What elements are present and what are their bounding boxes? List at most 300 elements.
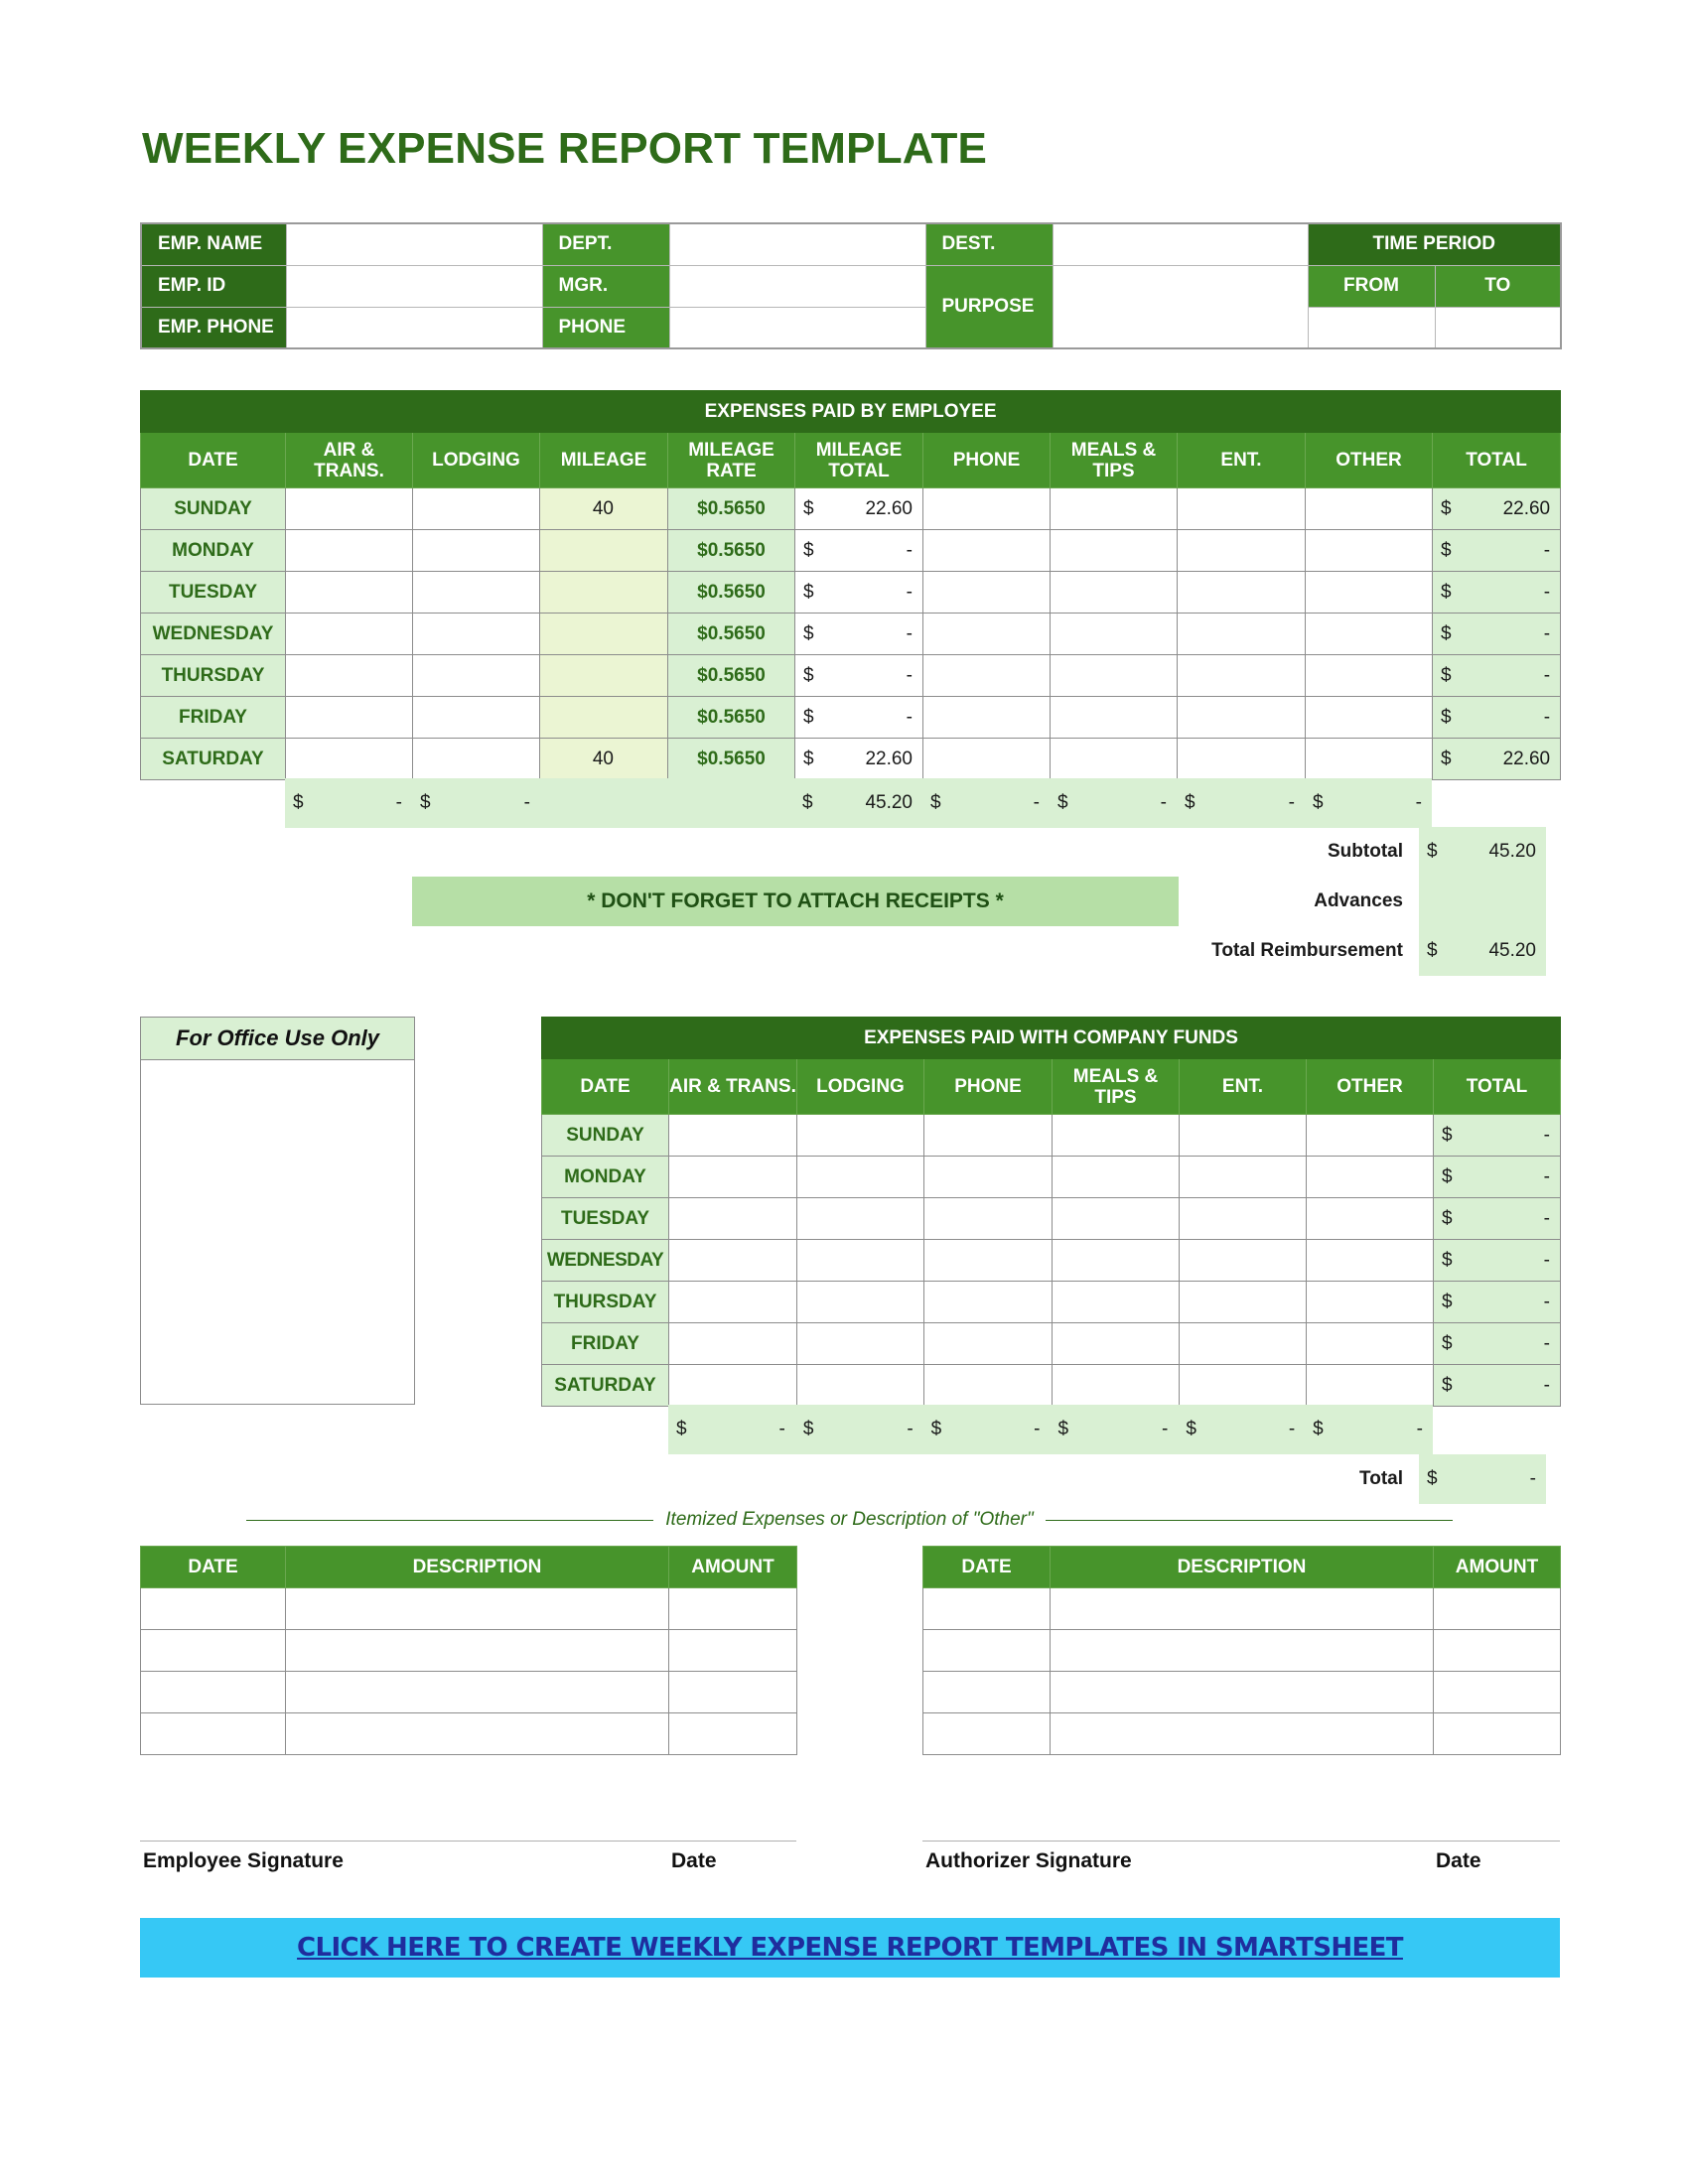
currency-symbol: $ [1442, 1291, 1453, 1312]
amount: - [1543, 581, 1551, 603]
lodging-cell[interactable] [797, 1115, 924, 1157]
itemized-table-right [922, 1546, 1561, 1755]
air-sum: $ - [285, 778, 412, 828]
description-cell[interactable] [286, 1713, 669, 1755]
table-row [542, 1198, 1561, 1240]
lodging-cell[interactable] [413, 614, 540, 655]
row-total-cell [1433, 697, 1561, 739]
ent-sum: $ - [1177, 778, 1305, 828]
currency-symbol: $ [1313, 1419, 1324, 1439]
col-header-meals-tips: MEALS & TIPS [1051, 433, 1178, 488]
mileage-total-cell [795, 614, 923, 655]
company-total [1105, 1454, 1546, 1504]
table-row [923, 1588, 1561, 1630]
table-row [141, 1713, 797, 1755]
total-reimbursement-value: $ 45.20 [1419, 926, 1546, 976]
air-trans-cell[interactable] [286, 697, 413, 739]
lodging-cell[interactable] [413, 572, 540, 614]
meals-tips-cell[interactable] [1053, 1282, 1180, 1323]
office-use-box [140, 1017, 415, 1405]
amount: - [1543, 1374, 1550, 1396]
table-row [141, 530, 1561, 572]
other-cell[interactable] [1307, 1115, 1434, 1157]
description-cell[interactable] [286, 1672, 669, 1713]
mileage-cell[interactable] [540, 572, 668, 614]
advances-field[interactable] [1419, 877, 1546, 926]
company-expenses-table [541, 1017, 1561, 1407]
lodging-cell[interactable] [797, 1365, 924, 1407]
receipts-reminder: * DON'T FORGET TO ATTACH RECEIPTS * [412, 877, 1179, 926]
currency-symbol: $ [803, 664, 814, 686]
row-total-cell [1433, 655, 1561, 697]
meals-tips-cell[interactable] [1051, 697, 1178, 739]
ent-cell[interactable] [1180, 1282, 1307, 1323]
ent-cell[interactable] [1178, 739, 1306, 780]
phone-sum: $ - [922, 778, 1050, 828]
other-cell[interactable] [1307, 1198, 1434, 1240]
phone-cell[interactable] [923, 488, 1051, 530]
mileage-cell[interactable] [540, 530, 668, 572]
currency-symbol: $ [803, 706, 814, 728]
row-total-cell [1434, 1323, 1561, 1365]
other-cell[interactable] [1307, 1365, 1434, 1407]
day-label: WEDNESDAY [141, 614, 286, 655]
other-sum: $ - [1305, 778, 1432, 828]
table-row [923, 1630, 1561, 1672]
col-header-mileage: MILEAGE [540, 433, 668, 488]
company-column-sum [1178, 1405, 1305, 1454]
meals-tips-cell[interactable] [1053, 1240, 1180, 1282]
mileage-total-sum: $ 45.20 [794, 778, 922, 828]
lodging-cell[interactable] [413, 655, 540, 697]
emp-name-field[interactable] [286, 223, 542, 265]
table-row [141, 1672, 797, 1713]
amount-cell[interactable] [669, 1630, 797, 1672]
col-header-date: DATE [141, 1547, 286, 1588]
employee-expenses-body [141, 488, 1561, 780]
other-cell[interactable] [1306, 614, 1433, 655]
air-trans-cell[interactable] [286, 488, 413, 530]
date-cell[interactable] [923, 1588, 1051, 1630]
employee-expenses-title: EXPENSES PAID BY EMPLOYEE [141, 391, 1561, 433]
table-row [542, 1157, 1561, 1198]
itemized-table-left [140, 1546, 797, 1755]
page-title: WEEKLY EXPENSE REPORT TEMPLATE [142, 124, 988, 173]
description-cell[interactable] [286, 1588, 669, 1630]
currency-symbol: $ [676, 1419, 687, 1439]
phone-cell[interactable] [923, 614, 1051, 655]
employee-column-totals [285, 778, 1432, 828]
company-column-totals [668, 1405, 1433, 1454]
mgr-field[interactable] [669, 265, 925, 307]
row-total-cell [1434, 1157, 1561, 1198]
col-header-phone: PHONE [923, 433, 1051, 488]
amount-cell[interactable] [669, 1588, 797, 1630]
day-label: TUESDAY [542, 1198, 669, 1240]
dest-label: DEST. [925, 223, 1053, 265]
col-header-phone: PHONE [924, 1059, 1053, 1115]
lodging-sum: $ - [412, 778, 540, 828]
phone-label: PHONE [542, 307, 669, 348]
day-label: THURSDAY [542, 1282, 669, 1323]
amount: - [1416, 1419, 1423, 1439]
phone-field[interactable] [669, 307, 925, 348]
authorizer-date-label: Date [1436, 1849, 1481, 1872]
col-header-air-trans: AIR & TRANS. [669, 1059, 797, 1115]
employee-expenses-header-row [141, 433, 1561, 488]
emp-id-field[interactable] [286, 265, 542, 307]
day-label: THURSDAY [141, 655, 286, 697]
currency-symbol: $ [1442, 1124, 1453, 1146]
phone-cell[interactable] [923, 530, 1051, 572]
day-label: FRIDAY [542, 1323, 669, 1365]
smartsheet-cta-link[interactable]: CLICK HERE TO CREATE WEEKLY EXPENSE REPORT TEMPLATES IN SMARTSHEET [297, 1933, 1403, 1963]
from-label: FROM [1308, 265, 1435, 307]
row-total-cell [1434, 1282, 1561, 1323]
day-label: FRIDAY [141, 697, 286, 739]
lodging-cell[interactable] [413, 488, 540, 530]
emp-phone-field[interactable] [286, 307, 542, 348]
ent-cell[interactable] [1180, 1323, 1307, 1365]
col-header-total: TOTAL [1433, 433, 1561, 488]
company-column-sum [1305, 1405, 1433, 1454]
mileage-cell[interactable] [540, 655, 668, 697]
mileage-rate-cell: $0.5650 [668, 614, 795, 655]
col-header-lodging: LODGING [413, 433, 540, 488]
air-trans-cell[interactable] [286, 739, 413, 780]
col-header-description: DESCRIPTION [286, 1547, 669, 1588]
office-use-area[interactable] [141, 1060, 414, 1405]
phone-cell[interactable] [923, 739, 1051, 780]
currency-symbol: $ [930, 1419, 942, 1439]
phone-cell[interactable] [924, 1157, 1053, 1198]
total-reimbursement-label: Total Reimbursement [1211, 940, 1403, 961]
smartsheet-cta-banner[interactable] [140, 1918, 1560, 1978]
phone-cell[interactable] [923, 655, 1051, 697]
mileage-rate-cell: $0.5650 [668, 739, 795, 780]
amount-cell[interactable] [669, 1713, 797, 1755]
air-trans-cell[interactable] [286, 655, 413, 697]
currency-symbol: $ [1441, 706, 1452, 728]
phone-cell[interactable] [924, 1282, 1053, 1323]
company-column-sum [795, 1405, 923, 1454]
subtotal-value: $ 45.20 [1419, 827, 1546, 877]
currency-symbol: $ [1441, 497, 1452, 519]
col-header-air-trans: AIR & TRANS. [286, 433, 413, 488]
table-row [141, 1630, 797, 1672]
currency-symbol: $ [1441, 748, 1452, 769]
row-total-cell [1433, 739, 1561, 780]
ent-cell[interactable] [1178, 697, 1306, 739]
col-header-date: DATE [542, 1059, 669, 1115]
description-cell[interactable] [1051, 1588, 1434, 1630]
other-cell[interactable] [1306, 697, 1433, 739]
company-column-sum [1050, 1405, 1178, 1454]
ent-cell[interactable] [1180, 1198, 1307, 1240]
day-label: SATURDAY [141, 739, 286, 780]
meals-sum: $ - [1050, 778, 1177, 828]
meals-tips-cell[interactable] [1053, 1365, 1180, 1407]
currency-symbol: $ [1442, 1332, 1453, 1354]
ent-cell[interactable] [1178, 614, 1306, 655]
day-label: WEDNESDAY [542, 1240, 669, 1282]
table-row [542, 1115, 1561, 1157]
mileage-cell[interactable] [540, 697, 668, 739]
lodging-cell[interactable] [413, 697, 540, 739]
amount: - [906, 622, 913, 644]
amount: - [1543, 1207, 1550, 1229]
ent-cell[interactable] [1178, 488, 1306, 530]
mileage-rate-cell: $0.5650 [668, 488, 795, 530]
currency-symbol: $ [803, 748, 814, 769]
amount: - [1288, 1419, 1296, 1439]
air-trans-cell[interactable] [669, 1157, 797, 1198]
amount: - [1543, 1249, 1550, 1271]
air-trans-cell[interactable] [669, 1198, 797, 1240]
row-total-cell [1434, 1365, 1561, 1407]
amount: - [1543, 539, 1551, 561]
date-cell[interactable] [141, 1588, 286, 1630]
meals-tips-cell[interactable] [1053, 1115, 1180, 1157]
employee-signature-line[interactable] [140, 1841, 796, 1842]
phone-cell[interactable] [924, 1198, 1053, 1240]
phone-cell[interactable] [924, 1323, 1053, 1365]
table-row [923, 1672, 1561, 1713]
amount: - [906, 539, 913, 561]
amount: - [1543, 1332, 1550, 1354]
ent-cell[interactable] [1180, 1240, 1307, 1282]
ent-cell[interactable] [1180, 1157, 1307, 1198]
air-trans-cell[interactable] [286, 614, 413, 655]
amount-cell[interactable] [669, 1672, 797, 1713]
company-expenses-body [542, 1115, 1561, 1407]
day-label: MONDAY [542, 1157, 669, 1198]
other-cell[interactable] [1306, 572, 1433, 614]
itemized-right-header [923, 1547, 1561, 1588]
currency-symbol: $ [1057, 1419, 1069, 1439]
lodging-cell[interactable] [797, 1157, 924, 1198]
amount: - [1543, 622, 1551, 644]
meals-tips-cell[interactable] [1051, 614, 1178, 655]
col-header-mileage-total: MILEAGE TOTAL [795, 433, 923, 488]
amount-cell[interactable] [1434, 1713, 1561, 1755]
day-label: SUNDAY [542, 1115, 669, 1157]
office-use-label: For Office Use Only [141, 1018, 414, 1060]
table-row [141, 614, 1561, 655]
purpose-field[interactable] [1053, 265, 1308, 348]
other-cell[interactable] [1307, 1240, 1434, 1282]
itemized-left-body [141, 1588, 797, 1755]
ent-cell[interactable] [1178, 655, 1306, 697]
company-total-label: Total [1359, 1468, 1403, 1489]
air-trans-cell[interactable] [286, 530, 413, 572]
time-period-label: TIME PERIOD [1308, 223, 1561, 265]
row-total-cell [1433, 530, 1561, 572]
currency-symbol: $ [803, 497, 814, 519]
col-header-lodging: LODGING [797, 1059, 924, 1115]
currency-symbol: $ [802, 1419, 814, 1439]
itemized-label: Itemized Expenses or Description of "Other" [665, 1509, 1034, 1530]
from-date-field[interactable] [1308, 307, 1435, 348]
to-label: TO [1435, 265, 1561, 307]
dest-field[interactable] [1053, 223, 1308, 265]
company-column-sum [668, 1405, 795, 1454]
meals-tips-cell[interactable] [1053, 1157, 1180, 1198]
phone-cell[interactable] [924, 1240, 1053, 1282]
lodging-cell[interactable] [797, 1198, 924, 1240]
air-trans-cell[interactable] [286, 572, 413, 614]
itemized-left-header [141, 1547, 797, 1588]
col-header-total: TOTAL [1434, 1059, 1561, 1115]
table-row [141, 1588, 797, 1630]
mileage-cell[interactable]: 40 [540, 488, 668, 530]
meals-tips-cell[interactable] [1051, 572, 1178, 614]
col-header-ent: ENT. [1180, 1059, 1307, 1115]
other-cell[interactable] [1307, 1323, 1434, 1365]
amount: 22.60 [865, 748, 913, 769]
meals-tips-cell[interactable] [1053, 1198, 1180, 1240]
subtotal-label: Subtotal [1328, 841, 1403, 862]
amount-cell[interactable] [1434, 1672, 1561, 1713]
date-cell[interactable] [923, 1713, 1051, 1755]
table-row [542, 1282, 1561, 1323]
company-expenses-title: EXPENSES PAID WITH COMPANY FUNDS [542, 1018, 1561, 1059]
other-cell[interactable] [1306, 488, 1433, 530]
meals-tips-cell[interactable] [1051, 655, 1178, 697]
other-cell[interactable] [1306, 739, 1433, 780]
day-label: SUNDAY [141, 488, 286, 530]
date-cell[interactable] [923, 1630, 1051, 1672]
company-expenses-header-row [542, 1059, 1561, 1115]
table-row [141, 572, 1561, 614]
amount-cell[interactable] [1434, 1630, 1561, 1672]
date-cell[interactable] [923, 1672, 1051, 1713]
air-trans-cell[interactable] [669, 1282, 797, 1323]
description-cell[interactable] [286, 1630, 669, 1672]
to-date-field[interactable] [1435, 307, 1561, 348]
day-label: TUESDAY [141, 572, 286, 614]
currency-symbol: $ [1441, 581, 1452, 603]
ent-cell[interactable] [1180, 1365, 1307, 1407]
other-cell[interactable] [1306, 530, 1433, 572]
purpose-label: PURPOSE [925, 265, 1053, 348]
other-cell[interactable] [1307, 1157, 1434, 1198]
currency-symbol: $ [1442, 1249, 1453, 1271]
currency-symbol: $ [1442, 1165, 1453, 1187]
other-cell[interactable] [1307, 1282, 1434, 1323]
row-total-cell [1434, 1115, 1561, 1157]
row-total-cell [1433, 488, 1561, 530]
lodging-cell[interactable] [797, 1323, 924, 1365]
lodging-cell[interactable] [413, 739, 540, 780]
currency-symbol: $ [1441, 664, 1452, 686]
amount: - [1543, 1124, 1550, 1146]
row-total-cell [1433, 614, 1561, 655]
emp-phone-label: EMP. PHONE [141, 307, 286, 348]
currency-symbol: $ [803, 539, 814, 561]
meals-tips-cell[interactable] [1051, 739, 1178, 780]
table-row [141, 655, 1561, 697]
col-header-date: DATE [923, 1547, 1051, 1588]
description-cell[interactable] [1051, 1713, 1434, 1755]
amount: - [906, 664, 913, 686]
phone-cell[interactable] [923, 697, 1051, 739]
air-trans-cell[interactable] [669, 1240, 797, 1282]
currency-symbol: $ [1441, 622, 1452, 644]
currency-symbol: $ [803, 581, 814, 603]
mileage-cell[interactable]: 40 [540, 739, 668, 780]
air-trans-cell[interactable] [669, 1115, 797, 1157]
col-header-mileage-rate: MILEAGE RATE [668, 433, 795, 488]
lodging-cell[interactable] [797, 1282, 924, 1323]
ent-cell[interactable] [1178, 530, 1306, 572]
advances-label: Advances [1314, 890, 1403, 911]
meals-tips-cell[interactable] [1051, 530, 1178, 572]
date-cell[interactable] [141, 1713, 286, 1755]
ent-cell[interactable] [1180, 1115, 1307, 1157]
mileage-total-cell [795, 697, 923, 739]
table-row [542, 1365, 1561, 1407]
emp-name-label: EMP. NAME [141, 223, 286, 265]
description-cell[interactable] [1051, 1630, 1434, 1672]
meals-tips-cell[interactable] [1051, 488, 1178, 530]
phone-cell[interactable] [923, 572, 1051, 614]
air-trans-cell[interactable] [669, 1365, 797, 1407]
currency-symbol: $ [1186, 1419, 1196, 1439]
other-cell[interactable] [1306, 655, 1433, 697]
mileage-total-cell [795, 488, 923, 530]
meals-tips-cell[interactable] [1053, 1323, 1180, 1365]
date-cell[interactable] [141, 1630, 286, 1672]
amount: 22.60 [865, 497, 913, 519]
dept-field[interactable] [669, 223, 925, 265]
mileage-total-cell [795, 530, 923, 572]
date-cell[interactable] [141, 1672, 286, 1713]
authorizer-signature-line[interactable] [922, 1841, 1560, 1842]
table-row [141, 697, 1561, 739]
mileage-rate-cell: $0.5650 [668, 530, 795, 572]
ent-cell[interactable] [1178, 572, 1306, 614]
row-total-cell [1434, 1198, 1561, 1240]
mileage-cell[interactable] [540, 614, 668, 655]
mileage-rate-cell: $0.5650 [668, 655, 795, 697]
amount-cell[interactable] [1434, 1588, 1561, 1630]
amount: - [1543, 1165, 1550, 1187]
amount: - [1543, 706, 1551, 728]
currency-symbol: $ [803, 622, 814, 644]
phone-cell[interactable] [924, 1365, 1053, 1407]
amount: - [906, 706, 913, 728]
day-label: SATURDAY [542, 1365, 669, 1407]
amount: - [778, 1419, 785, 1439]
currency-symbol: $ [1442, 1207, 1453, 1229]
table-row [542, 1240, 1561, 1282]
phone-cell[interactable] [924, 1115, 1053, 1157]
lodging-cell[interactable] [797, 1240, 924, 1282]
currency-symbol: $ [1442, 1374, 1453, 1396]
col-header-date: DATE [141, 433, 286, 488]
col-header-meals-tips: MEALS & TIPS [1053, 1059, 1180, 1115]
currency-symbol: $ [1441, 539, 1452, 561]
air-trans-cell[interactable] [669, 1323, 797, 1365]
lodging-cell[interactable] [413, 530, 540, 572]
itemized-right-body [923, 1588, 1561, 1755]
itemized-divider [246, 1509, 1453, 1531]
description-cell[interactable] [1051, 1672, 1434, 1713]
amount: 22.60 [1502, 497, 1551, 519]
company-total-value: $ - [1419, 1454, 1546, 1504]
amount: - [1543, 664, 1551, 686]
